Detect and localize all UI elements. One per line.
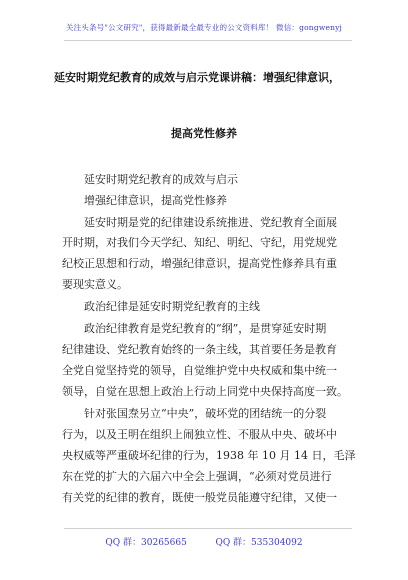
body-line: 纪律建设、党纪教育始终的一条主线，其首要任务是教育 [62, 343, 337, 356]
body-line: 政治纪律教育是党纪教育的“纲”，是贯穿延安时期 [84, 322, 327, 335]
page-header-banner: 关注头条号"公文研究"，获得最新最全最专业的公文资料库！ 微信：gongwenyj [65, 23, 343, 32]
body-line: 延安时期党纪教育的成效与启示 [84, 173, 238, 186]
body-line: 要现实意义。 [62, 278, 128, 291]
footer-divider [64, 528, 352, 529]
body-line: 增强纪律意识，提高党性修养 [84, 194, 227, 207]
body-line: 纪校正思想和行动，增强纪律意识，提高党性修养具有重 [62, 257, 337, 270]
body-line: 延安时期是党的纪律建设系统推进、党纪教育全面展 [84, 216, 337, 229]
body-line: 行为，以及王明在组织上闹独立性、不服从中央、破坏中 [62, 428, 337, 441]
body-line: 东在党的扩大的六届六中全会上强调，“必须对党员进行 [62, 470, 332, 483]
body-line: 开时期，对我们今天学纪、知纪、明纪、守纪，用党规党 [62, 236, 337, 249]
document-title-line-2: 提高党性修养 [171, 127, 237, 140]
document-title-line-1: 延安时期党纪教育的成效与启示党课讲稿：增强纪律意识， [54, 71, 340, 84]
body-line: 领导，自觉在思想上政治上行动上同党中央保持高度一致。 [62, 385, 348, 398]
header-divider [64, 40, 352, 41]
page-footer: QQ 群：30265665 QQ 群：535304092 [105, 538, 303, 548]
body-line: 有关党的纪律的教育，既使一般党员能遵守纪律，又使一 [62, 491, 337, 504]
body-line: 针对张国焘另立“中央”，破坏党的团结统一的分裂 [84, 407, 327, 420]
body-line: 全党自觉坚持党的领导，自觉维护党中央权威和集中统一 [62, 364, 337, 377]
body-line: 政治纪律是延安时期党纪教育的主线 [84, 300, 260, 313]
body-line: 央权威等严重破坏纪律的行为，1938 年 10 月 14 日，毛泽 [62, 449, 356, 462]
